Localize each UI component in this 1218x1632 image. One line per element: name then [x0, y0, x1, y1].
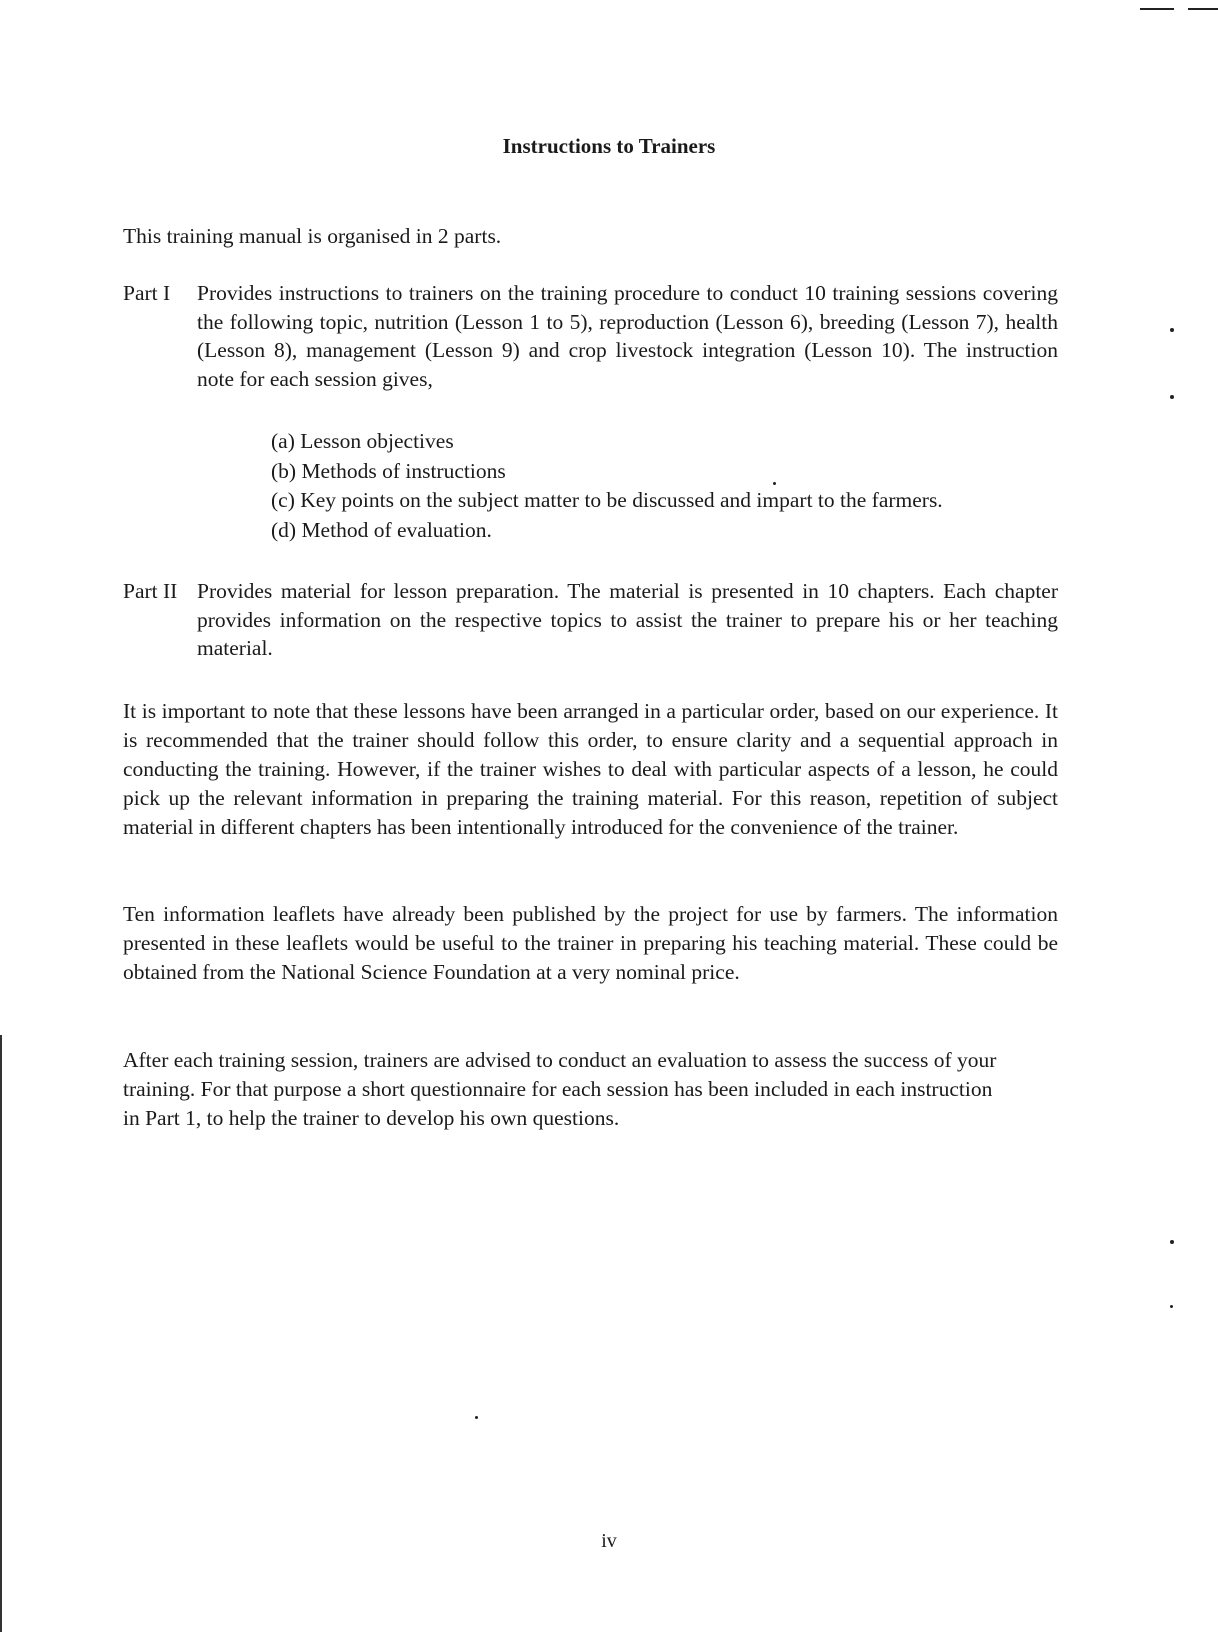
paragraph-leaflets: Ten information leaflets have already been published by the project for use by farmers. The information presented in these leaflets would be useful to the trainer in preparing his teaching material. These could be obtained from the National Science Foundation at a very nominal price. [123, 902, 1058, 984]
scan-speck [1170, 1305, 1173, 1308]
scan-rule-left [1140, 8, 1174, 10]
list-item: (c) Key points on the subject matter to be discussed and impart to the farmers. [271, 488, 943, 512]
part-1-label: Part I [123, 281, 171, 305]
list-item: (b) Methods of instructions [271, 458, 506, 483]
list-item: (d) Method of evaluation. [271, 517, 492, 542]
paragraph-evaluation: After each training session, trainers are advised to conduct an evaluation to assess the success of your training. For that purpose a short questionnaire for each session has been included in each instruction in Part 1, to help the trainer to develop his own questions. [123, 1048, 997, 1130]
session-contents-list [271, 427, 1071, 545]
page-title-text: Instructions to Trainers [502, 134, 716, 158]
scan-speck [1170, 395, 1174, 399]
page-title [0, 134, 1218, 159]
paragraph-lesson-order: It is important to note that these lessons have been arranged in a particular order, based on our experience. It is recommended that the trainer should follow this order, to ensure clarity and a sequential approach in conducting the training. However, if the trainer wishes to deal with particular aspects of a lesson, he could pick up the relevant information in preparing the training material. For this reason, repetition of subject material in different chapters has been intentionally introduced for the convenience of the trainer. [123, 699, 1058, 839]
page-number: iv [601, 1530, 617, 1552]
scan-speck [475, 1416, 478, 1419]
scan-rule-right [1188, 8, 1218, 10]
part-2-label: Part II [123, 579, 178, 603]
scan-speck [1170, 1240, 1174, 1244]
part-1-text: Provides instructions to trainers on the training procedure to conduct 10 training sessions covering the following topic, nutrition (Lesson 1 to 5), reproduction (Lesson 6), breeding (Lesson 7), health (Lesson 8), management (Lesson 9) and crop livestock integration (Lesson 10). The instruction note for each session gives, [197, 281, 1058, 391]
scan-speck [1170, 328, 1174, 332]
list-item: (a) Lesson objectives [271, 429, 454, 453]
part-1-section [123, 279, 1058, 393]
part-2-section [123, 577, 1058, 663]
intro-paragraph: This training manual is organised in 2 parts. [123, 224, 502, 248]
part-2-text: Provides material for lesson preparation. The material is presented in 10 chapters. Each chapter provides information on the respective topics to assist the trainer to prepare his or her teaching material. [197, 579, 1058, 660]
